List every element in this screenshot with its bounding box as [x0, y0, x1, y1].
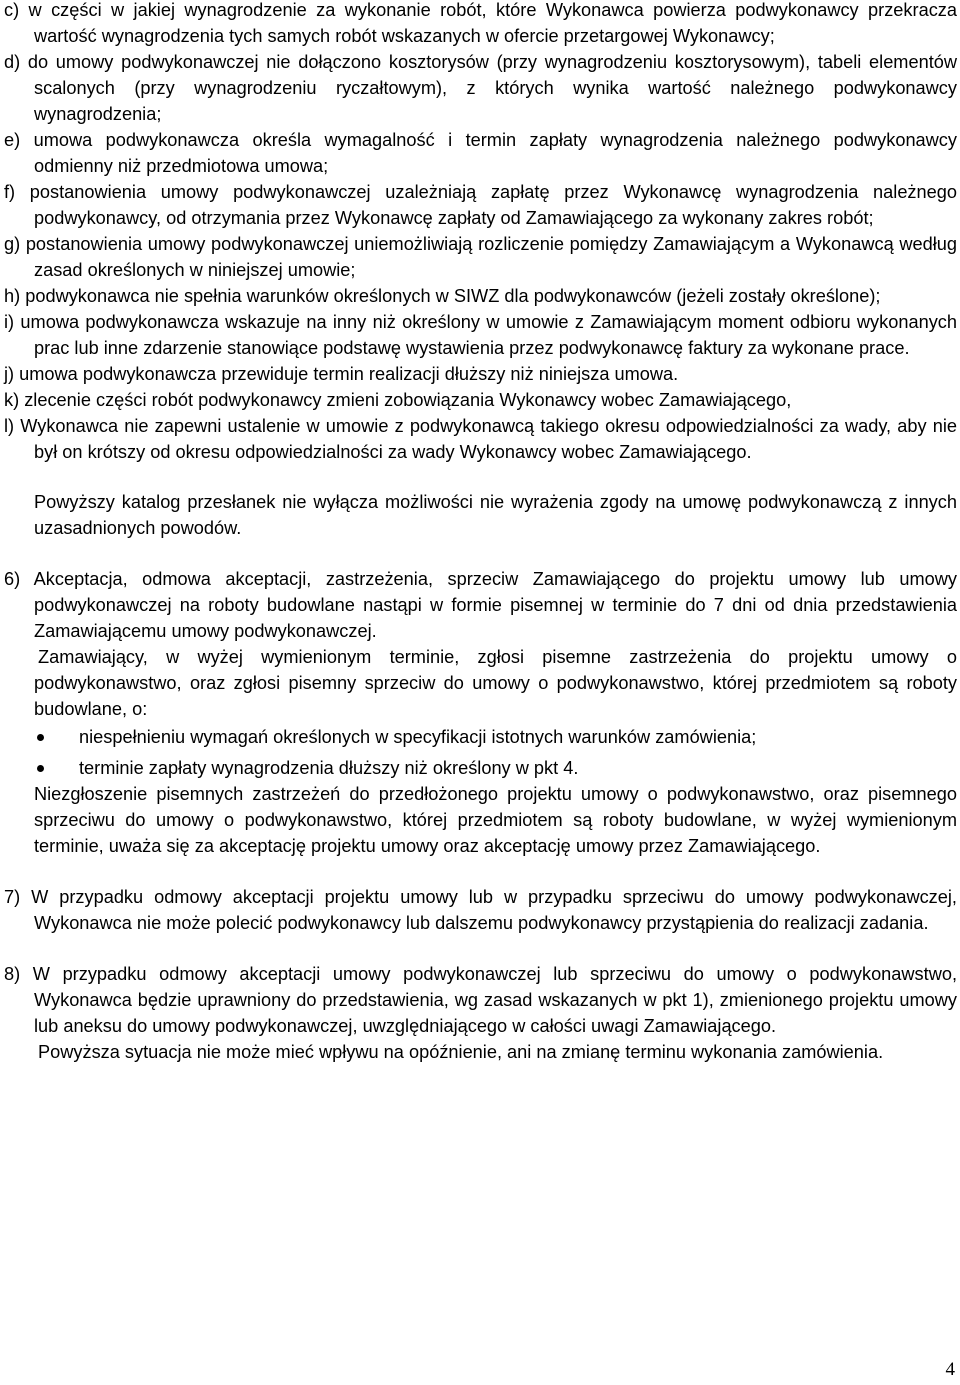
- section-6-objection: Zamawiający, w wyżej wymienionym terminie, zgłosi pisemne zastrzeżenia do projektu umowy o podwykonawstwo, oraz zgłosi pisemny sprzeciw do umowy o podwykonawstwo, której przedmiotem są roboty budowlane, o:: [34, 647, 957, 719]
- section-8-text: 8) W przypadku odmowy akceptacji umowy podwykonawczej lub sprzeciwu do umowy o podwykonawstwo, Wykonawca będzie uprawniony do przedstawienia, wg zasad wskazanych w pkt 1), zmienionego projektu umowy lub aneksu do umowy podwykonawczej, uwzględniającego w całości uwagi Zamawiającego.: [4, 964, 957, 1036]
- bullet-item: niespełnieniu wymagań określonych w specyfikacji istotnych warunków zamówienia;: [4, 724, 957, 750]
- list-item-h: h) podwykonawca nie spełnia warunków określonych w SIWZ dla podwykonawców (jeżeli zostały określone);: [4, 286, 881, 306]
- bullet-item: terminie zapłaty wynagrodzenia dłuższy niż określony w pkt 4.: [4, 755, 957, 781]
- section-6-intro: 6) Akceptacja, odmowa akceptacji, zastrzeżenia, sprzeciw Zamawiającego do projektu umowy lub umowy podwykonawczej na roboty budowlane nastąpi w formie pisemnej w terminie do 7 dni od dnia przedstawienia Zamawiającemu umowy podwykonawczej.: [4, 569, 957, 641]
- section-7: 7) W przypadku odmowy akceptacji projektu umowy lub w przypadku sprzeciwu do umowy podwykonawczej, Wykonawca nie może polecić podwykonawcy lub dalszemu podwykonawcy przystąpienia do realizacji zadania.: [4, 887, 957, 933]
- catalog-note: Powyższy katalog przesłanek nie wyłącza możliwości nie wyrażenia zgody na umowę podwykonawczą z innych uzasadnionych powodów.: [34, 492, 957, 538]
- section-6-silence: Niezgłoszenie pisemnych zastrzeżeń do przedłożonego projektu umowy o podwykonawstwo, oraz pisemnego sprzeciwu do umowy o podwykonawstwo, której przedmiotem są roboty budowlane, w wyżej wymienionym terminie, uważa się za akceptację projektu umowy oraz akceptację umowy przez Zamawiającego.: [34, 784, 957, 856]
- section-8-note: Powyższa sytuacja nie może mieć wpływu na opóźnienie, ani na zmianę terminu wykonania zamówienia.: [38, 1042, 884, 1062]
- list-item-c: c) w części w jakiej wynagrodzenie za wykonanie robót, które Wykonawca powierza podwykonawcy przekracza wartość wynagrodzenia tych samych robót wskazanych w ofercie przetargowej Wykonawcy;: [4, 0, 957, 46]
- section-8: [4, 961, 957, 1065]
- list-item-g: g) postanowienia umowy podwykonawczej uniemożliwiają rozliczenie pomiędzy Zamawiającym a Wykonawcą według zasad określonych w niniejszej umowie;: [4, 234, 957, 280]
- list-item-l: l) Wykonawca nie zapewni ustalenie w umowie z podwykonawcą takiego okresu odpowiedzialności za wady, aby nie był on krótszy od okresu odpowiedzialności za wady Wykonawcy wobec Zamawiającego.: [4, 416, 957, 462]
- page-number: 4: [945, 1359, 955, 1380]
- section-6: [4, 566, 957, 859]
- document-page: [4, 0, 957, 1065]
- list-item-j: j) umowa podwykonawcza przewiduje termin realizacji dłuższy niż niniejsza umowa.: [4, 364, 679, 384]
- list-item-d: d) do umowy podwykonawczej nie dołączono kosztorysów (przy wynagrodzeniu kosztorysowym), tabeli elementów scalonych (przy wynagrodzeniu ryczałtowym), z których wynika wartość należnego podwykonawcy wynagrodzenia;: [4, 52, 957, 124]
- list-item-f: f) postanowienia umowy podwykonawczej uzależniają zapłatę przez Wykonawcę wynagrodzenia należnego podwykonawcy, od otrzymania przez Wykonawcę zapłaty od Zamawiającego za wykonany zakres robót;: [4, 182, 957, 228]
- list-item-e: e) umowa podwykonawcza określa wymagalność i termin zapłaty wynagrodzenia należnego podwykonawcy odmienny niż przedmiotowa umowa;: [4, 130, 957, 176]
- list-item-k: k) zlecenie części robót podwykonawcy zmieni zobowiązania Wykonawcy wobec Zamawiającego,: [4, 390, 792, 410]
- section-6-bullet-list: [4, 724, 957, 781]
- conditions-list: [4, 0, 957, 465]
- list-item-i: i) umowa podwykonawcza wskazuje na inny niż określony w umowie z Zamawiającym moment odbioru wykonanych prac lub inne zdarzenie stanowiące podstawę wystawienia przez podwykonawcę faktury za wykonane prace.: [4, 312, 957, 358]
